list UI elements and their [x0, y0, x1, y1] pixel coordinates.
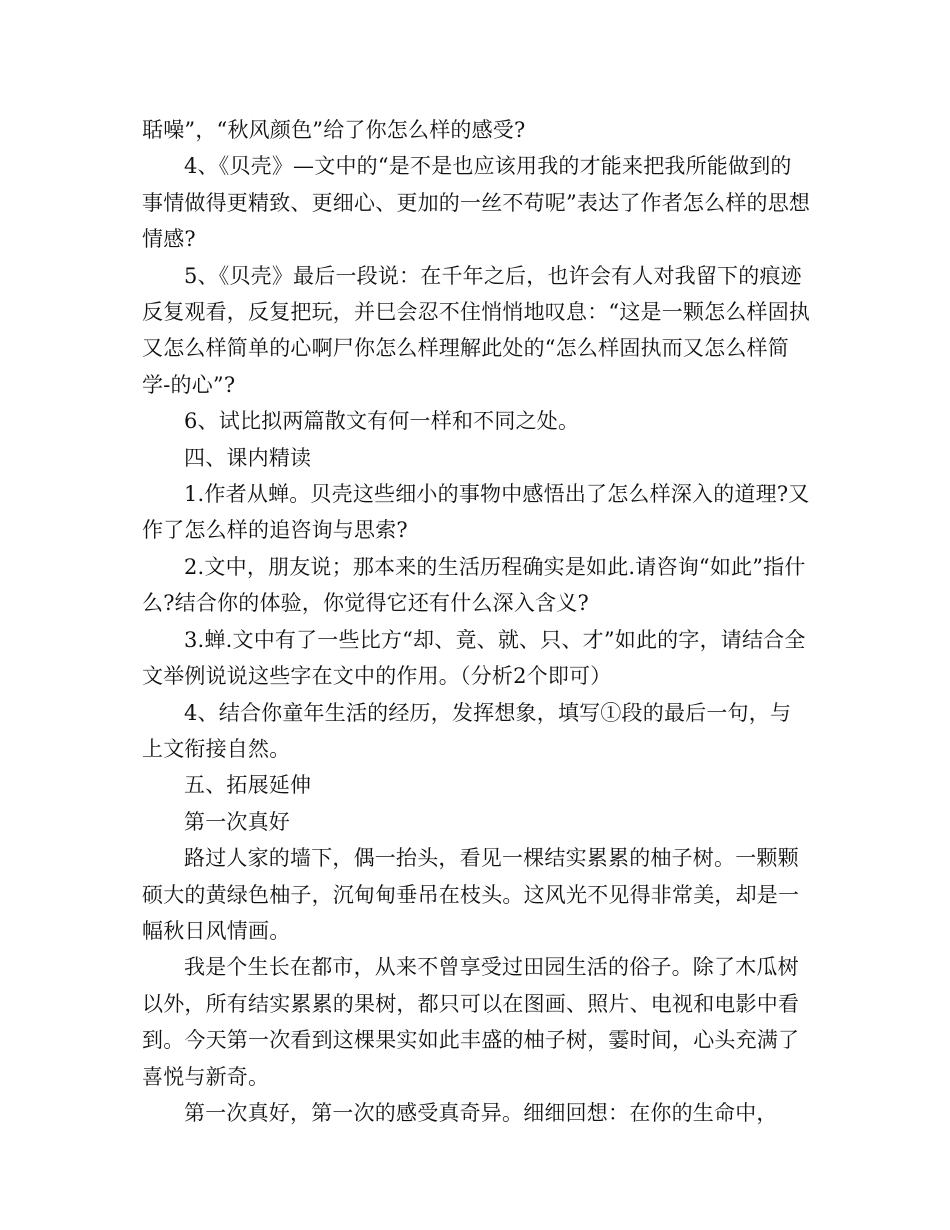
paragraph-continuation: 聒噪”，“秋风颜色”给了你怎么样的感受?: [142, 118, 526, 142]
reading-question-1: 1.作者从蝉。贝壳这些细小的事物中感悟出了怎么样深入的道理?又作了怎么样的追咨询与思索?: [142, 482, 810, 543]
section-heading-4: 四、课内精读: [184, 445, 312, 470]
section-heading-5: 五、拓展延伸: [184, 773, 312, 798]
essay-title: 第一次真好: [184, 809, 290, 834]
document-body: [142, 112, 812, 1131]
question-6: 6、试比拟两篇散文有何一样和不同之处。: [184, 409, 580, 434]
reading-question-4: 4、结合你童年生活的经历，发挥想象，填写①段的最后一句，与上文衔接自然。: [142, 700, 792, 761]
essay-paragraph-3: 第一次真好，第一次的感受真奇异。细细回想：在你的生命中，: [184, 1100, 778, 1125]
reading-question-3: 3.蝉.文中有了一些比方“却、竟、就、只、才”如此的字，请结合全文举例说说这些字在文中的作用。（分析2个即可）: [142, 627, 806, 689]
reading-question-2: 2.文中，朋友说；那本来的生活历程确实是如此.请咨询“如此”指什么?结合你的体验，你觉得它还有什么深入含义?: [142, 554, 806, 616]
question-5: 5、《贝壳》最后一段说：在千年之后，也许会有人对我留下的痕迹反复观看，反复把玩，并巳会忍不住悄悄地叹息：“这是一颗怎么样固执又怎么样简单的心啊尸你怎么样理解此处的“怎么样固执而又怎么样简学-的心”?: [142, 263, 811, 397]
essay-paragraph-2: 我是个生长在都市，从来不曾享受过田园生活的俗子。除了木瓜树以外，所有结实累累的果树，都只可以在图画、照片、电视和电影中看到。今天第一次看到这棵果实如此丰盛的柚子树，霎时间，心头充满了喜悦与新奇。: [142, 955, 800, 1089]
question-4: 4、《贝壳》—文中的“是不是也应该用我的才能来把我所能做到的事情做得更精致、更细心、更加的一丝不苟呢”表达了作者怎么样的思想情感?: [142, 154, 811, 252]
essay-paragraph-1: 路过人家的墙下，偶一抬头，看见一棵结实累累的柚子树。一颗颗硕大的黄绿色柚子，沉甸甸垂吊在枝头。这风光不见得非常美，却是一幅秋日风情画。: [142, 846, 800, 943]
